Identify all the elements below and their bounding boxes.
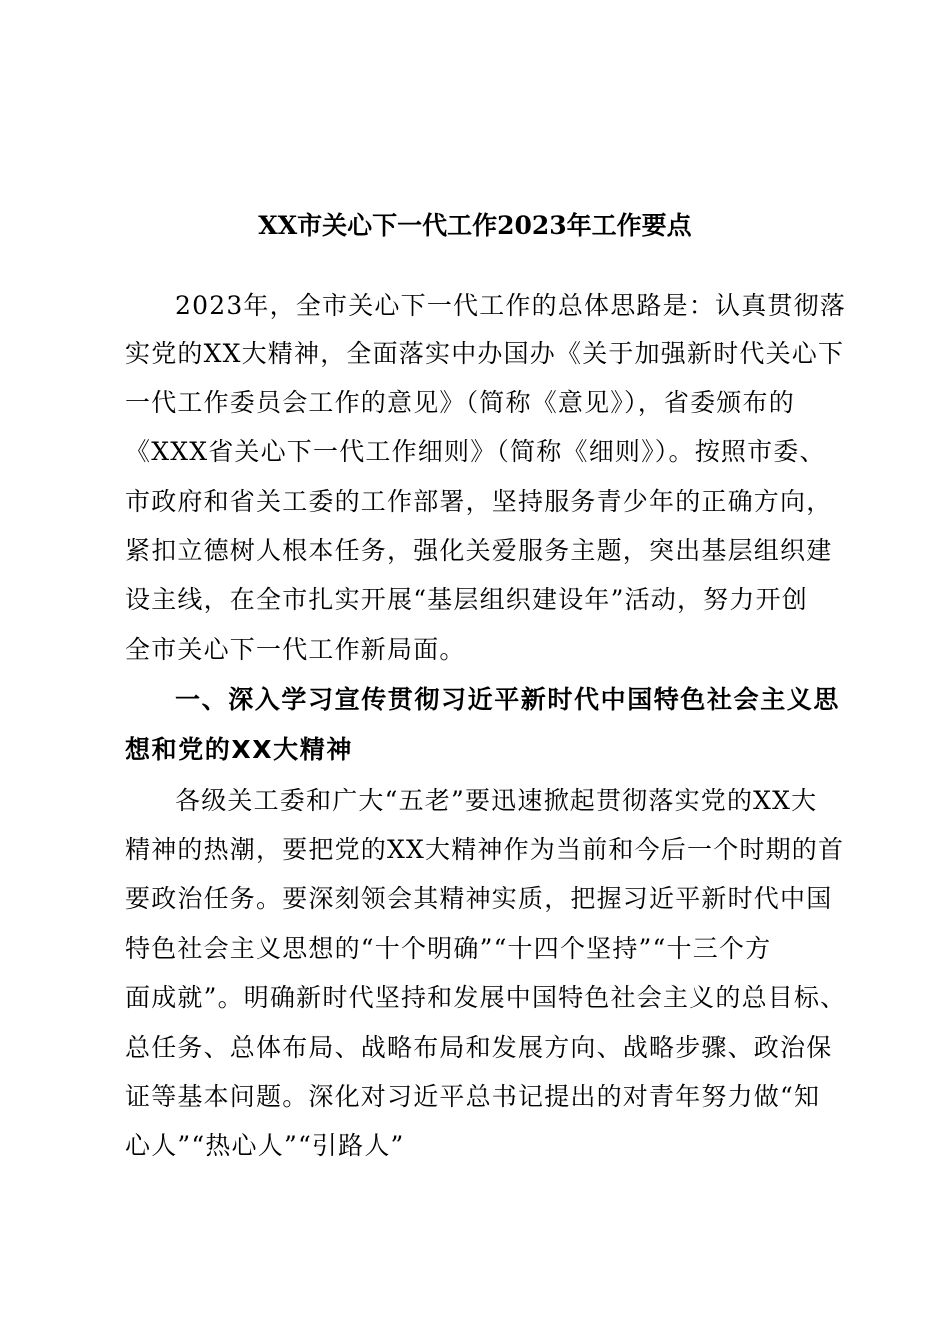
intro-line-3: 一代工作委员会工作的意见》（简称《意见》），省委颁布的 <box>125 388 795 417</box>
section-body-line-3: 要政治任务。要深刻领会其精神实质，把握习近平新时代中国 <box>125 884 833 913</box>
intro-line-8: 全市关心下一代工作新局面。 <box>125 635 466 664</box>
intro-line-2: 实党的XX大精神，全面落实中办国办《关于加强新时代关心下 <box>125 339 845 368</box>
section-heading-line-1: 一、深入学习宣传贯彻习近平新时代中国特色社会主义思 <box>175 685 841 714</box>
section-body-line-1: 各级关工委和广大“五老”要迅速掀起贯彻落实党的XX大 <box>175 786 818 815</box>
section-body-line-8: 心人”“热心人”“引路人” <box>125 1131 405 1160</box>
intro-line-5: 市政府和省关工委的工作部署，坚持服务青少年的正确方向， <box>125 487 833 516</box>
section-heading-line-2: 想和党的XX大精神 <box>125 735 353 764</box>
section-body-line-4: 特色社会主义思想的“十个明确”“十四个坚持”“十三个方 <box>125 934 772 963</box>
intro-line-6: 紧扣立德树人根本任务，强化关爱服务主题，突出基层组织建 <box>125 536 833 565</box>
section-body-line-2: 精神的热潮，要把党的XX大精神作为当前和今后一个时期的首 <box>125 835 845 864</box>
intro-line-4: 《XXX省关心下一代工作细则》（简称《细则》）。按照市委、 <box>125 437 826 466</box>
intro-line-1: 2023年，全市关心下一代工作的总体思路是：认真贯彻落 <box>175 291 847 320</box>
document-title: XX市关心下一代工作2023年工作要点 <box>258 211 692 240</box>
intro-line-7: 设主线，在全市扎实开展“基层组织建设年”活动，努力开创 <box>125 585 808 614</box>
section-body-line-6: 总任务、总体布局、战略布局和发展方向、战略步骤、政治保 <box>125 1033 833 1062</box>
section-body-line-7: 证等基本问题。深化对习近平总书记提出的对青年努力做“知 <box>125 1082 821 1111</box>
section-body-line-5: 面成就”。明确新时代坚持和发展中国特色社会主义的总目标、 <box>125 983 847 1012</box>
